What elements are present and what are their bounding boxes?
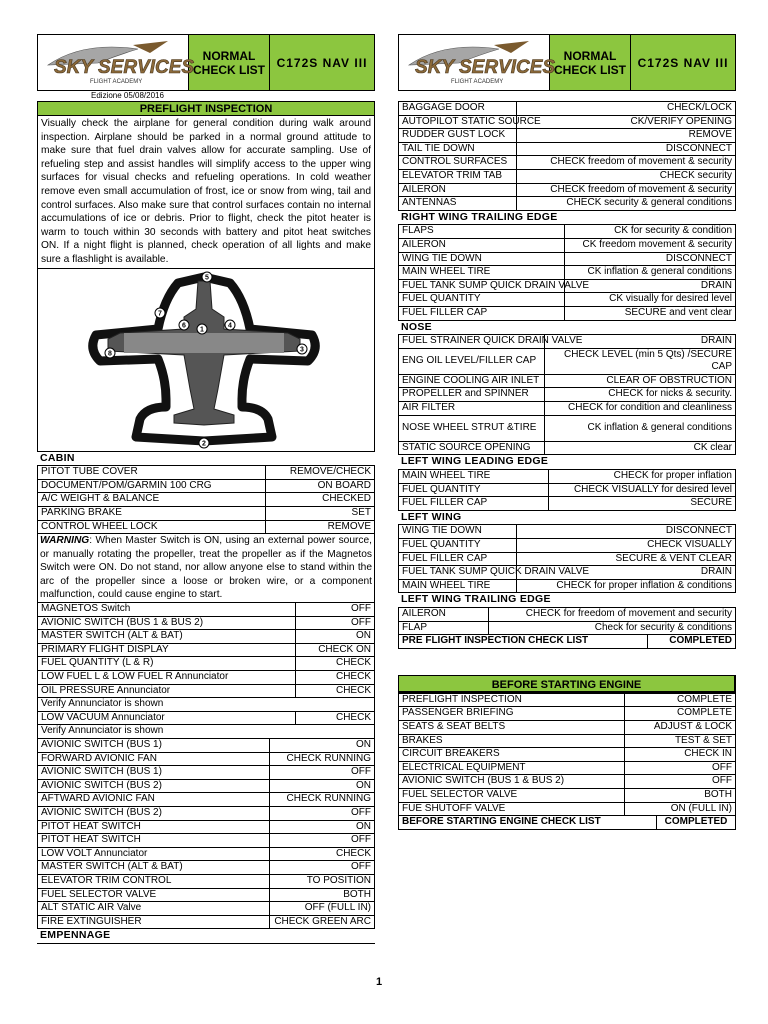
row-value: OFF (FULL IN) (270, 902, 375, 916)
table-row (38, 806, 375, 820)
table-row (399, 497, 736, 511)
row-label: RUDDER GUST LOCK (399, 129, 517, 143)
svg-text:FLIGHT ACADEMY: FLIGHT ACADEMY (90, 79, 143, 85)
row-value: COMPLETE (625, 707, 736, 721)
row-value: BOTH (270, 888, 375, 902)
table-row (38, 493, 375, 507)
row-value: CHECK security (517, 169, 736, 183)
row-value: OFF (625, 775, 736, 789)
table-row (399, 197, 736, 211)
row-label: FUEL SELECTOR VALVE (399, 788, 625, 802)
lw-title: LEFT WING (401, 510, 462, 523)
table-row (38, 739, 375, 753)
row-label: DOCUMENT/POM/GARMIN 100 CRG (38, 479, 266, 493)
table-row (399, 252, 736, 266)
table-row (399, 115, 736, 129)
table-row (399, 156, 736, 170)
table-row (399, 238, 736, 252)
row-label: PREFLIGHT INSPECTION (399, 693, 625, 707)
table-row (38, 711, 375, 725)
table-row (38, 779, 375, 793)
row-value: CHECK IN (625, 748, 736, 762)
table-row (399, 720, 736, 734)
row-value: REMOVE (266, 520, 375, 534)
table-row (399, 441, 736, 455)
row-value: COMPLETED (647, 635, 735, 648)
row-label: AVIONIC SWITCH (BUS 1 & BUS 2) (38, 616, 296, 630)
row-label: WING TIE DOWN (399, 525, 517, 539)
row-label: AVIONIC SWITCH (BUS 1 & BUS 2) (399, 775, 625, 789)
table-row (399, 539, 736, 553)
svg-text:SKY SERVICES: SKY SERVICES (415, 57, 556, 78)
row-value: CLEAR OF OBSTRUCTION (545, 374, 736, 388)
row-label: MAGNETOS Switch (38, 603, 296, 617)
row-value: ON (296, 630, 375, 644)
row-label: AIR FILTER (399, 402, 545, 416)
row-label: BAGGAGE DOOR (399, 102, 517, 116)
diagram-label-2: 2 (202, 440, 206, 448)
row-label: CONTROL SURFACES (399, 156, 517, 170)
row-value: BOTH (625, 788, 736, 802)
row-value: CHECK (296, 657, 375, 671)
row-label: ELEVATOR TRIM CONTROL (38, 874, 270, 888)
row-value: ON (FULL IN) (625, 802, 736, 816)
row-label: BRAKES (399, 734, 625, 748)
row-label: OIL PRESSURE Annunciator (38, 684, 296, 698)
normal-checklist-label: NORMAL CHECK LIST (550, 35, 631, 90)
row-label: FIRE EXTINGUISHER (38, 915, 270, 929)
row-value: CHECK ON (296, 643, 375, 657)
row-label: ENG OIL LEVEL/FILLER CAP (399, 348, 545, 374)
row-label: FUEL STRAINER QUICK DRAIN VALVE (399, 335, 545, 349)
diagram-label-5: 5 (205, 274, 209, 282)
row-value: OFF (625, 761, 736, 775)
row-label: PRE FLIGHT INSPECTION CHECK LIST (402, 635, 589, 647)
table-row (38, 766, 375, 780)
row-value: DRAIN (545, 335, 736, 349)
rwte-title: RIGHT WING TRAILING EDGE (401, 210, 558, 223)
row-label: PASSENGER BRIEFING (399, 707, 625, 721)
diagram-label-1: 1 (200, 326, 204, 334)
row-label: MAIN WHEEL TIRE (399, 266, 565, 280)
header-left (37, 34, 375, 91)
row-label: A/C WEIGHT & BALANCE (38, 493, 266, 507)
row-label: CONTROL WHEEL LOCK (38, 520, 266, 534)
row-label: FUEL QUANTITY (L & R) (38, 657, 296, 671)
row-label: FUEL FILLER CAP (399, 497, 549, 511)
row-value: DISCONNECT (517, 142, 736, 156)
row-label: PITOT HEAT SWITCH (38, 834, 270, 848)
cabin-title: CABIN (40, 451, 75, 464)
table-row (399, 169, 736, 183)
row-value: CHECK security & general conditions (517, 197, 736, 211)
row-label: MAIN WHEEL TIRE (399, 470, 549, 484)
table-row (399, 470, 736, 484)
row-value: CHECK VISUALLY (517, 539, 736, 553)
lw-table (398, 524, 736, 593)
diagram-label-3: 3 (300, 346, 304, 354)
page-number: 1 (376, 976, 383, 988)
table-row (38, 603, 375, 617)
preflight-text: Visually check the airplane for general condition during walk around inspection. Airplane should be parked in a normal ground attitude to make sure that fuel drain valves allow for accurate sampling. Use of refueling step and assist handles will simplify access to the upper wing surfaces for visual checks and refueling operations. In cold weather remove even small accumulation of frost, ice or snow from wing, tail and control surfaces. Also make sure that control surfaces contain no internal accumulations of ice or debris. Prior to flight, check the pitot heater is warm to touch within 30 seconds with battery and pitot heat switches ON. If a night flight is planned, check operation of all lights and make sure a flashlight is available. (37, 116, 375, 269)
row-label: FUEL QUANTITY (399, 483, 549, 497)
row-value: CHECK freedom of movement & security (517, 183, 736, 197)
annunciator-note-1: Verify Annunciator is shown (37, 698, 375, 711)
diagram-label-6: 6 (182, 322, 186, 330)
preflight-title: PREFLIGHT INSPECTION (37, 101, 375, 116)
row-label: AILERON (399, 183, 517, 197)
row-value: CHECK freedom of movement & security (517, 156, 736, 170)
row-label: FUE SHUTOFF VALVE (399, 802, 625, 816)
table-row (399, 266, 736, 280)
table-row (38, 657, 375, 671)
row-value: CHECK for condition and cleanliness (545, 402, 736, 416)
row-label: WING TIE DOWN (399, 252, 565, 266)
row-value: CK freedom movement & security (565, 238, 736, 252)
table-row (399, 306, 736, 320)
table-row (38, 684, 375, 698)
row-label: AILERON (399, 238, 565, 252)
row-label: FUEL SELECTOR VALVE (38, 888, 270, 902)
table-row (399, 225, 736, 239)
table-row (38, 847, 375, 861)
svg-text:FLIGHT ACADEMY: FLIGHT ACADEMY (451, 79, 504, 85)
table-row (399, 129, 736, 143)
row-label: ALT STATIC AIR Valve (38, 902, 270, 916)
row-value: CHECK GREEN ARC (270, 915, 375, 929)
row-label: NOSE WHEEL STRUT &TIRE (399, 415, 545, 441)
annunciator-note-2: Verify Annunciator is shown (37, 725, 375, 738)
table-row (38, 874, 375, 888)
table-row (38, 861, 375, 875)
lwte-title: LEFT WING TRAILING EDGE (401, 593, 551, 606)
row-value: OFF (270, 834, 375, 848)
row-value: CHECK/LOCK (517, 102, 736, 116)
row-label: PITOT TUBE COVER (38, 466, 266, 480)
lwte-table (398, 607, 736, 649)
table-row (38, 643, 375, 657)
row-value: SECURE & VENT CLEAR (517, 552, 736, 566)
row-value: Check for security & conditions (489, 621, 736, 635)
table-row (399, 374, 736, 388)
header-right (398, 34, 736, 91)
table-row (399, 183, 736, 197)
row-value: CHECK (296, 671, 375, 685)
row-label: PRIMARY FLIGHT DISPLAY (38, 643, 296, 657)
row-label: FUEL TANK SUMP QUICK DRAIN VALVE (399, 566, 517, 580)
row-value: CHECK for freedom of movement and security (489, 607, 736, 621)
row-value: REMOVE/CHECK (266, 466, 375, 480)
normal-checklist-label: NORMAL CHECK LIST (189, 35, 270, 90)
row-value: OFF (270, 766, 375, 780)
row-value: ON (270, 820, 375, 834)
row-label: CIRCUIT BREAKERS (399, 748, 625, 762)
aircraft-type: C172S NAV III (631, 35, 735, 90)
row-value: DRAIN (517, 566, 736, 580)
bse-table (398, 693, 736, 830)
table-row (399, 707, 736, 721)
row-label: AVIONIC SWITCH (BUS 1) (38, 766, 270, 780)
row-label: MASTER SWITCH (ALT & BAT) (38, 630, 296, 644)
empennage-title: EMPENNAGE (37, 929, 375, 944)
row-value: CHECK (270, 847, 375, 861)
row-label: LOW FUEL L & LOW FUEL R Annunciator (38, 671, 296, 685)
edition-date: Edizione 05/08/2016 (91, 91, 164, 100)
row-label: ELECTRICAL EQUIPMENT (399, 761, 625, 775)
row-label: PARKING BRAKE (38, 506, 266, 520)
table-row (399, 348, 736, 374)
nose-title: NOSE (401, 320, 432, 333)
walkaround-diagram (37, 269, 375, 452)
row-label: ENGINE COOLING AIR INLET (399, 374, 545, 388)
diagram-label-4: 4 (228, 322, 232, 330)
rwte-table (398, 224, 736, 320)
table-row (38, 616, 375, 630)
row-label: PITOT HEAT SWITCH (38, 820, 270, 834)
row-value: CHECK for proper inflation & conditions (517, 579, 736, 593)
row-label: AFTWARD AVIONIC FAN (38, 793, 270, 807)
row-label: FUEL FILLER CAP (399, 306, 565, 320)
table-row (38, 520, 375, 534)
table-row (399, 552, 736, 566)
row-value: COMPLETE (625, 693, 736, 707)
diagram-label-7: 7 (158, 310, 162, 318)
row-value: CHECK (296, 711, 375, 725)
row-value: REMOVE (517, 129, 736, 143)
table-row (399, 621, 736, 635)
table-row (38, 915, 375, 929)
table-row (399, 734, 736, 748)
row-label: ANTENNAS (399, 197, 517, 211)
row-value: CHECK for nicks & security. (545, 388, 736, 402)
row-label: FLAPS (399, 225, 565, 239)
table-row (399, 761, 736, 775)
row-label: ELEVATOR TRIM TAB (399, 169, 517, 183)
table-row (399, 748, 736, 762)
logo (38, 35, 195, 90)
nose-table (398, 334, 736, 455)
row-label: TAIL TIE DOWN (399, 142, 517, 156)
row-label: LOW VACUUM Annunciator (38, 711, 296, 725)
row-label: FUEL TANK SUMP QUICK DRAIN VALVE (399, 279, 565, 293)
table-row (399, 788, 736, 802)
diagram-label-8: 8 (108, 350, 112, 358)
table-row (38, 671, 375, 685)
table-row (399, 279, 736, 293)
row-value: DISCONNECT (565, 252, 736, 266)
row-value: CHECK VISUALLY for desired level (549, 483, 736, 497)
table-row (38, 466, 375, 480)
row-label: AVIONIC SWITCH (BUS 1) (38, 739, 270, 753)
empennage-table (398, 101, 736, 211)
row-value: CHECK LEVEL (min 5 Qts) /SECURE CAP (545, 348, 736, 374)
row-label: MASTER SWITCH (ALT & BAT) (38, 861, 270, 875)
bse-title: BEFORE STARTING ENGINE (398, 675, 736, 693)
table-row (38, 793, 375, 807)
aircraft-type: C172S NAV III (270, 35, 374, 90)
logo (399, 35, 556, 90)
row-label: LOW VOLT Annunciator (38, 847, 270, 861)
row-value: TEST & SET (625, 734, 736, 748)
row-label: PROPELLER and SPINNER (399, 388, 545, 402)
row-value: CHECK RUNNING (270, 793, 375, 807)
row-label: MAIN WHEEL TIRE (399, 579, 517, 593)
row-label: SEATS & SEAT BELTS (399, 720, 625, 734)
preflight-complete-row (399, 635, 736, 649)
row-value: CHECK for proper inflation (549, 470, 736, 484)
row-value: SECURE (549, 497, 736, 511)
lwle-title: LEFT WING LEADING EDGE (401, 455, 549, 468)
row-value: CK/VERIFY OPENING (517, 115, 736, 129)
row-value: CK visually for desired level (565, 293, 736, 307)
table-row (38, 834, 375, 848)
row-label: STATIC SOURCE OPENING (399, 441, 545, 455)
row-label: FUEL QUANTITY (399, 539, 517, 553)
table-row (38, 820, 375, 834)
table-row (38, 888, 375, 902)
cabin-table-a (37, 465, 375, 534)
table-row (399, 142, 736, 156)
table-row (399, 566, 736, 580)
row-value: ON (270, 779, 375, 793)
table-row (38, 902, 375, 916)
row-value: SECURE and vent clear (565, 306, 736, 320)
lwle-table (398, 469, 736, 511)
table-row (399, 415, 736, 441)
row-value: TO POSITION (270, 874, 375, 888)
table-row (38, 479, 375, 493)
row-value: CHECKED (266, 493, 375, 507)
table-row (399, 388, 736, 402)
row-label: AVIONIC SWITCH (BUS 2) (38, 779, 270, 793)
row-value: OFF (270, 861, 375, 875)
table-row (399, 402, 736, 416)
row-label: FLAP (399, 621, 489, 635)
table-row (38, 630, 375, 644)
table-row (399, 693, 736, 707)
table-row (38, 506, 375, 520)
row-label: AUTOPILOT STATIC SOURCE (399, 115, 517, 129)
row-value: DISCONNECT (517, 525, 736, 539)
cabin-table-d (37, 738, 375, 929)
row-label: BEFORE STARTING ENGINE CHECK LIST (402, 816, 601, 828)
row-label: FUEL QUANTITY (399, 293, 565, 307)
table-row (399, 802, 736, 816)
row-label: AVIONIC SWITCH (BUS 2) (38, 806, 270, 820)
table-row (399, 525, 736, 539)
row-value: CHECK RUNNING (270, 752, 375, 766)
table-row (399, 335, 736, 349)
row-value: CK clear (545, 441, 736, 455)
row-value: ON (270, 739, 375, 753)
row-value: ADJUST & LOCK (625, 720, 736, 734)
row-value: OFF (270, 806, 375, 820)
table-row (399, 102, 736, 116)
table-row (399, 607, 736, 621)
row-value: CHECK (296, 684, 375, 698)
left-column (37, 34, 375, 944)
row-label: FORWARD AVIONIC FAN (38, 752, 270, 766)
bse-complete-row (399, 816, 736, 830)
row-value: CK inflation & general conditions (545, 415, 736, 441)
table-row (399, 775, 736, 789)
row-value: DRAIN (565, 279, 736, 293)
row-value: CK inflation & general conditions (565, 266, 736, 280)
cabin-table-c (37, 711, 375, 726)
table-row (399, 579, 736, 593)
row-label: AILERON (399, 607, 489, 621)
row-value: SET (266, 506, 375, 520)
row-value: COMPLETED (656, 816, 735, 829)
row-value: ON BOARD (266, 479, 375, 493)
row-value: CK for security & condition (565, 225, 736, 239)
row-value: OFF (296, 603, 375, 617)
svg-text:SKY SERVICES: SKY SERVICES (54, 57, 195, 78)
row-value: OFF (296, 616, 375, 630)
warning-block: WARNING: When Master Switch is ON, using an external power source, or manually rotating the propeller, treat the propeller as if the Magnetos Switch were ON. Do not stand, nor allow anyone else to stand within the arc of the propeller since a loose or broken wire, or a component malfunction, could cause engine to start. (37, 534, 375, 602)
table-row (38, 752, 375, 766)
table-row (399, 293, 736, 307)
row-label: FUEL FILLER CAP (399, 552, 517, 566)
cabin-table-b (37, 602, 375, 698)
right-column (398, 34, 736, 830)
table-row (399, 483, 736, 497)
